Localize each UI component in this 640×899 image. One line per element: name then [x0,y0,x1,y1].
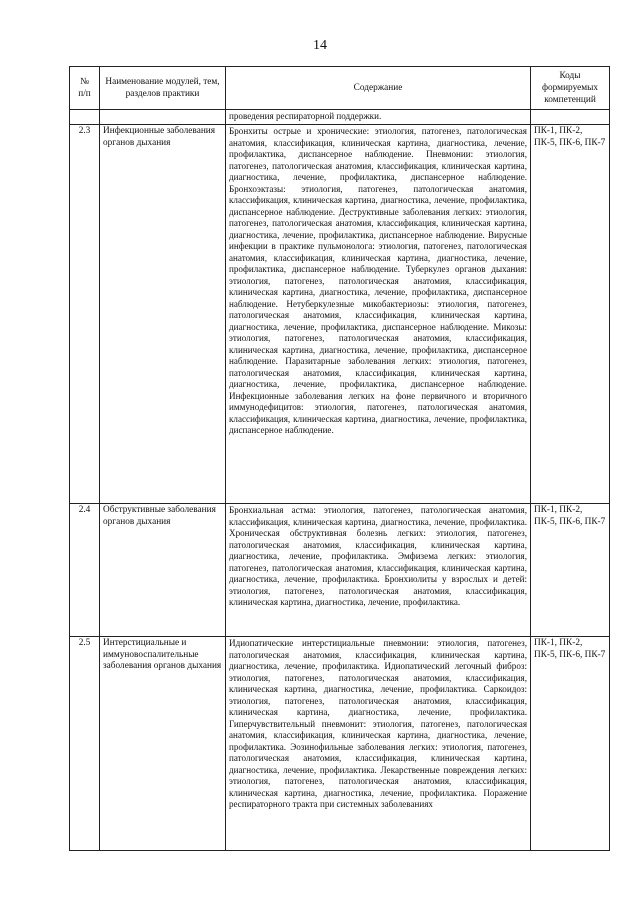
cell-num: 2.4 [70,504,100,637]
header-name: Наименование модулей, тем, разделов практики [100,67,226,110]
cell-codes: ПК-1, ПК-2, ПК-5, ПК-6, ПК-7 [531,637,610,851]
program-table [69,66,610,851]
cell-content: Идиопатические интерстициальные пневмонии: этиология, патогенез, патологическая анатомия, классификация, клиническая картина, диагностика, лечение, профилактика. Идиопатический легочный фиброз: этиология, патогенез, патологическая анатомия, классификация, клиническая картина, диагностика, лечение, профилактика. Саркоидоз: этиология, патогенез, патологическая анатомия, классификация, клиническая картина, диагностика, лечение, профилактика. Гиперчувствительный пневмонит: этиология, патогенез, патологическая анатомия, классификация, клиническая картина, диагностика, лечение, профилактика. Эозинофильные заболевания легких: этиология, патогенез, патологическая анатомия, классификация, клиническая картина, диагностика, лечение, профилактика. Лекарственные повреждения легких: этиология, патогенез, патологическая анатомия, классификация, клиническая картина, диагностика, лечение, профилактика. Поражение респираторного тракта при системных заболеваниях [226,637,531,851]
cell-name: Инфекционные заболевания органов дыхания [100,125,226,504]
header-content: Содержание [226,67,531,110]
cell-num: 2.3 [70,125,100,504]
table-row [70,504,610,637]
cell-num [70,110,100,125]
table-header-row [70,67,610,110]
header-num: № п/п [70,67,100,110]
cell-codes [531,110,610,125]
cell-content: Бронхиты острые и хронические: этиология, патогенез, патологическая анатомия, классификация, клиническая картина, диагностика, лечение, профилактика, диспансерное наблюдение. Пневмонии: этиология, патогенез, патологическая анатомия, классификация, клиническая картина, диагностика, лечение, профилактика, диспансерное наблюдение. Бронхоэктазы: этиология, патогенез, патологическая анатомия, классификация, клиническая картина, диагностика, лечение, профилактика, диспансерное наблюдение. Деструктивные заболевания легких: этиология, патогенез, патологическая анатомия, классификация, клиническая картина, диагностика, лечение, профилактика, диспансерное наблюдение. Вирусные инфекции в практике пульмонолога: этиология, патогенез, патологическая анатомия, классификация, клиническая картина, диагностика, лечение, профилактика, диспансерное наблюдение. Туберкулез органов дыхания: этиология, патогенез, патологическая анатомия, классификация, клиническая картина, диагностика, лечение, профилактика, диспансерное наблюдение. Нетуберкулезные микобактериозы: этиология, патогенез, патологическая анатомия, классификация, клиническая картина, диагностика, лечение, профилактика, диспансерное наблюдение. Микозы: этиология, патогенез, патологическая анатомия, классификация, клиническая картина, диагностика, лечение, профилактика, диспансерное наблюдение. Паразитарные заболевания легких: этиология, патогенез, патологическая анатомия, классификация, клиническая картина, диагностика, лечение, профилактика, диспансерное наблюдение. Инфекционные заболевания легких на фоне первичного и вторичного иммунодефицитов: этиология, патогенез, патологическая анатомия, классификация, клиническая картина, диагностика, лечение, профилактика, диспансерное наблюдение. [226,125,531,504]
table-row-continuation [70,110,610,125]
cell-codes: ПК-1, ПК-2, ПК-5, ПК-6, ПК-7 [531,125,610,504]
cell-num: 2.5 [70,637,100,851]
cell-content: проведения респираторной поддержки. [226,110,531,125]
table-row [70,125,610,504]
cell-content: Бронхиальная астма: этиология, патогенез, патологическая анатомия, классификация, клиническая картина, диагностика, лечение, профилактика. Хроническая обструктивная болезнь легких: этиология, патогенез, патологическая анатомия, классификация, клиническая картина, диагностика, лечение, профилактика. Эмфизема легких: этиология, патогенез, патологическая анатомия, классификация, клиническая картина, диагностика, лечение, профилактика. Бронхиолиты у взрослых и детей: этиология, патогенез, патологическая анатомия, классификация, клиническая картина, диагностика, лечение, профилактика. [226,504,531,637]
page-number: 14 [313,38,327,53]
cell-codes: ПК-1, ПК-2, ПК-5, ПК-6, ПК-7 [531,504,610,637]
cell-name [100,110,226,125]
header-codes: Коды формируемых компетенций [531,67,610,110]
cell-name: Интерстициальные и иммуновоспалительные заболевания органов дыхания [100,637,226,851]
table-row [70,637,610,851]
cell-name: Обструктивные заболевания органов дыхания [100,504,226,637]
